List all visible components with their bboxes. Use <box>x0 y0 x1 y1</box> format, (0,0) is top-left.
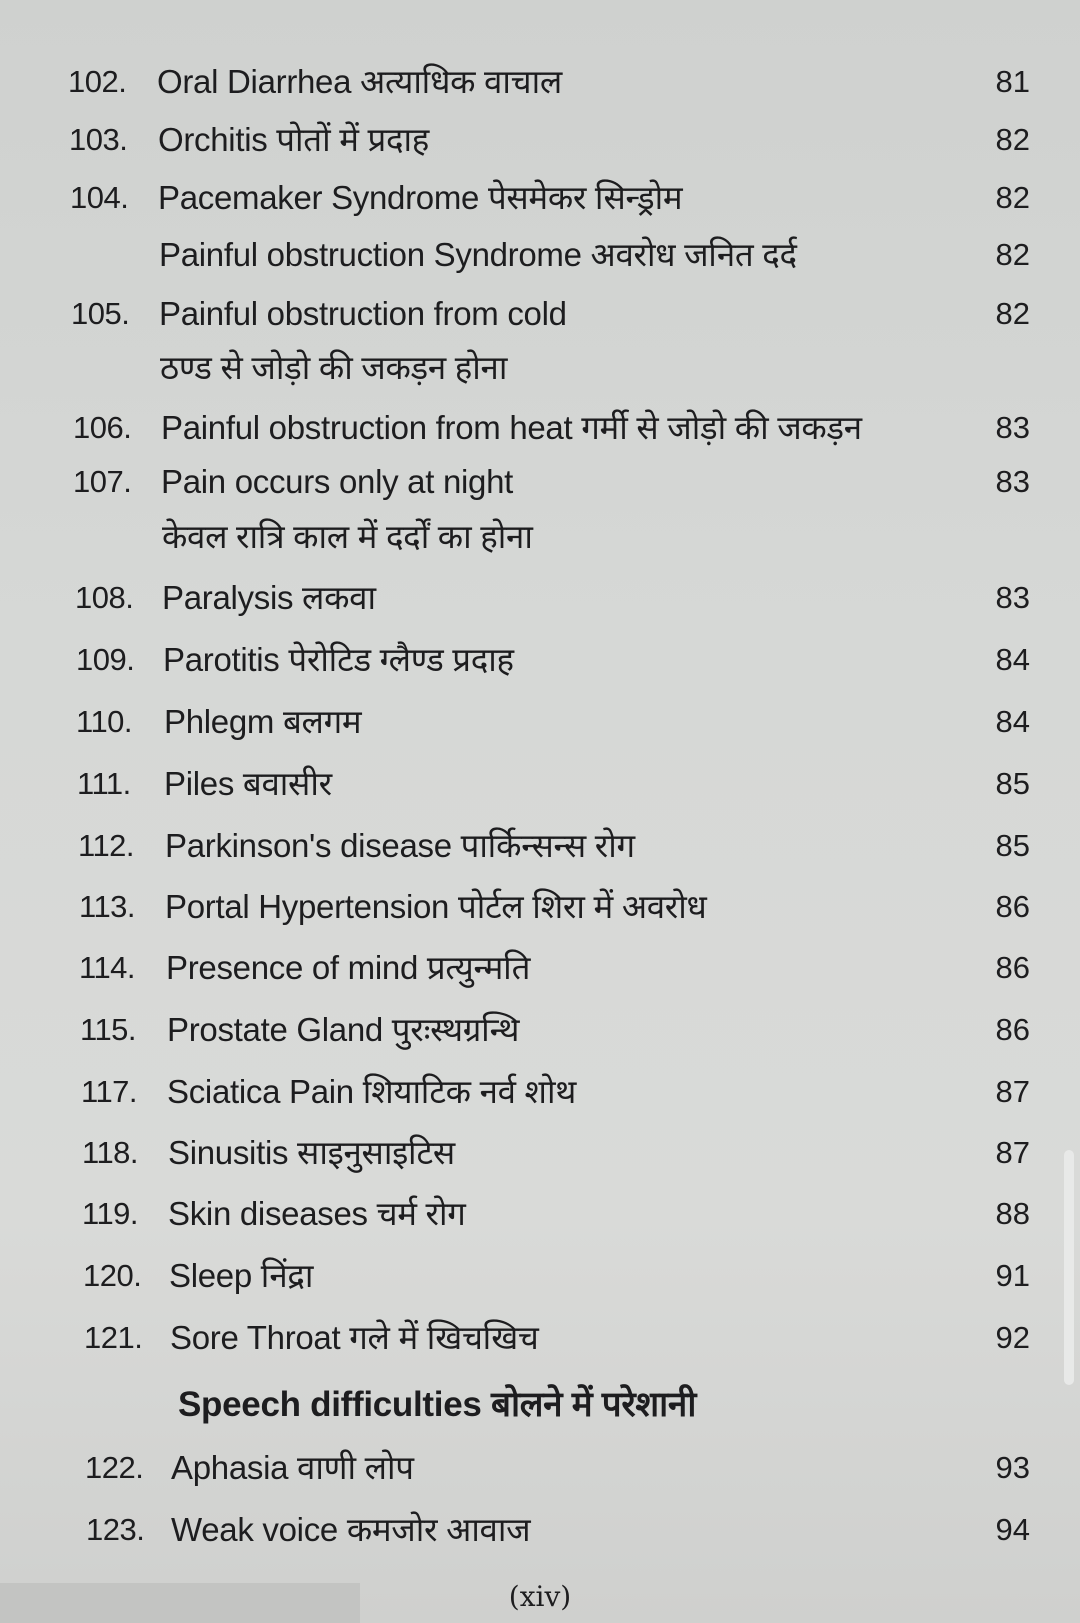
entry-page-number: 94 <box>995 1512 1030 1547</box>
entry-page-number: 82 <box>995 296 1030 331</box>
entry-page-number: 82 <box>995 237 1030 272</box>
entry-number: 117. <box>81 1074 138 1109</box>
entry-page-number: 91 <box>995 1258 1030 1293</box>
index-entry <box>0 398 1080 458</box>
entry-page-number: 86 <box>995 1012 1030 1047</box>
entry-page-number: 82 <box>995 122 1030 157</box>
entry-title: Parkinson's disease पार्किन्सन्स रोग <box>165 827 635 864</box>
index-entry <box>0 568 1080 628</box>
entry-number: 111. <box>77 766 131 801</box>
index-entry <box>0 1184 1080 1244</box>
entry-title: Sore Throat गले में खिचखिच <box>170 1319 539 1356</box>
entry-title: Weak voice कमजोर आवाज <box>171 1511 531 1548</box>
entry-title: Painful obstruction from cold <box>159 295 567 332</box>
entry-number: 115. <box>80 1012 137 1047</box>
entry-title: Painful obstruction from heat गर्मी से जोड़ो की जकड़न <box>161 409 862 446</box>
entry-title: Portal Hypertension पोर्टल शिरा में अवरोध <box>165 888 707 925</box>
entry-number: 112. <box>78 828 135 863</box>
index-entry <box>0 168 1080 228</box>
entry-number: 109. <box>76 642 135 677</box>
index-entry <box>0 816 1080 876</box>
page-footer-number: (xiv) <box>508 1580 572 1613</box>
index-entry <box>0 507 1080 567</box>
index-entry <box>0 1375 1080 1435</box>
entry-page-number: 84 <box>995 704 1030 739</box>
index-entry <box>0 1308 1080 1368</box>
entry-page-number: 85 <box>995 828 1030 863</box>
entry-page-number: 83 <box>995 580 1030 615</box>
entry-page-number: 85 <box>995 766 1030 801</box>
entry-page-number: 87 <box>995 1135 1030 1170</box>
entry-page-number: 82 <box>995 180 1030 215</box>
index-entry <box>0 754 1080 814</box>
entry-number: 106. <box>73 410 132 445</box>
entry-title: Sleep निंद्रा <box>169 1257 314 1294</box>
entry-number: 110. <box>76 704 133 739</box>
entry-number: 113. <box>79 889 136 924</box>
entry-number: 122. <box>85 1450 144 1485</box>
entry-number: 114. <box>79 950 136 985</box>
entry-title: Sinusitis साइनुसाइटिस <box>168 1134 455 1171</box>
entry-number: 105. <box>71 296 130 331</box>
entry-page-number: 92 <box>995 1320 1030 1355</box>
index-entry <box>0 1000 1080 1060</box>
entry-title: Paralysis लकवा <box>162 579 376 616</box>
entry-number: 104. <box>70 180 129 215</box>
section-heading: Speech difficulties बोलने में परेशानी <box>178 1385 697 1424</box>
entry-title: Painful obstruction Syndrome अवरोध जनित दर्द <box>159 236 797 273</box>
index-entry <box>0 1500 1080 1560</box>
entry-number: 120. <box>83 1258 142 1293</box>
index-entry <box>0 877 1080 937</box>
entry-title: Skin diseases चर्म रोग <box>168 1195 466 1232</box>
entry-number: 102. <box>68 64 127 99</box>
index-entry <box>0 52 1080 112</box>
entry-page-number: 86 <box>995 889 1030 924</box>
index-entry <box>0 692 1080 752</box>
entry-number: 107. <box>73 464 132 499</box>
entry-page-number: 84 <box>995 642 1030 677</box>
entry-title: Sciatica Pain शियाटिक नर्व शोथ <box>167 1073 577 1110</box>
index-entry <box>0 630 1080 690</box>
entry-title: केवल रात्रि काल में दर्दों का होना <box>162 518 533 555</box>
entry-title: Phlegm बलगम <box>164 703 362 740</box>
entry-number: 121. <box>84 1320 143 1355</box>
index-entry <box>0 1062 1080 1122</box>
entry-title: Pacemaker Syndrome पेसमेकर सिन्ड्रोम <box>158 179 683 216</box>
scrollbar[interactable] <box>1064 1150 1074 1385</box>
index-entry <box>0 338 1080 398</box>
entry-number: 123. <box>86 1512 145 1547</box>
entry-title: ठण्ड से जोड़ो की जकड़न होना <box>160 349 508 386</box>
entry-title: Aphasia वाणी लोप <box>171 1449 414 1486</box>
index-entry <box>0 225 1080 285</box>
entry-number: 103. <box>69 122 128 157</box>
entry-page-number: 88 <box>995 1196 1030 1231</box>
index-entry <box>0 284 1080 344</box>
entry-title: Prostate Gland पुरःस्थग्रन्थि <box>167 1011 520 1048</box>
entry-number: 108. <box>75 580 134 615</box>
entry-page-number: 81 <box>995 64 1030 99</box>
entry-title: Oral Diarrhea अत्याधिक वाचाल <box>157 63 562 100</box>
index-entry <box>0 452 1080 512</box>
entry-page-number: 83 <box>995 464 1030 499</box>
entry-page-number: 87 <box>995 1074 1030 1109</box>
entry-page-number: 93 <box>995 1450 1030 1485</box>
entry-title: Piles बवासीर <box>164 765 332 802</box>
entry-title: Parotitis पेरोटिड ग्लैण्ड प्रदाह <box>163 641 514 678</box>
entry-number: 119. <box>82 1196 139 1231</box>
entry-title: Presence of mind प्रत्युन्मति <box>166 949 531 986</box>
entry-page-number: 86 <box>995 950 1030 985</box>
index-entry <box>0 110 1080 170</box>
index-entry <box>0 1438 1080 1498</box>
index-entry <box>0 1246 1080 1306</box>
entry-title: Orchitis पोतों में प्रदाह <box>158 121 429 158</box>
entry-page-number: 83 <box>995 410 1030 445</box>
index-entry <box>0 1123 1080 1183</box>
entry-number: 118. <box>82 1135 139 1170</box>
index-entry <box>0 938 1080 998</box>
entry-title: Pain occurs only at night <box>161 463 514 500</box>
